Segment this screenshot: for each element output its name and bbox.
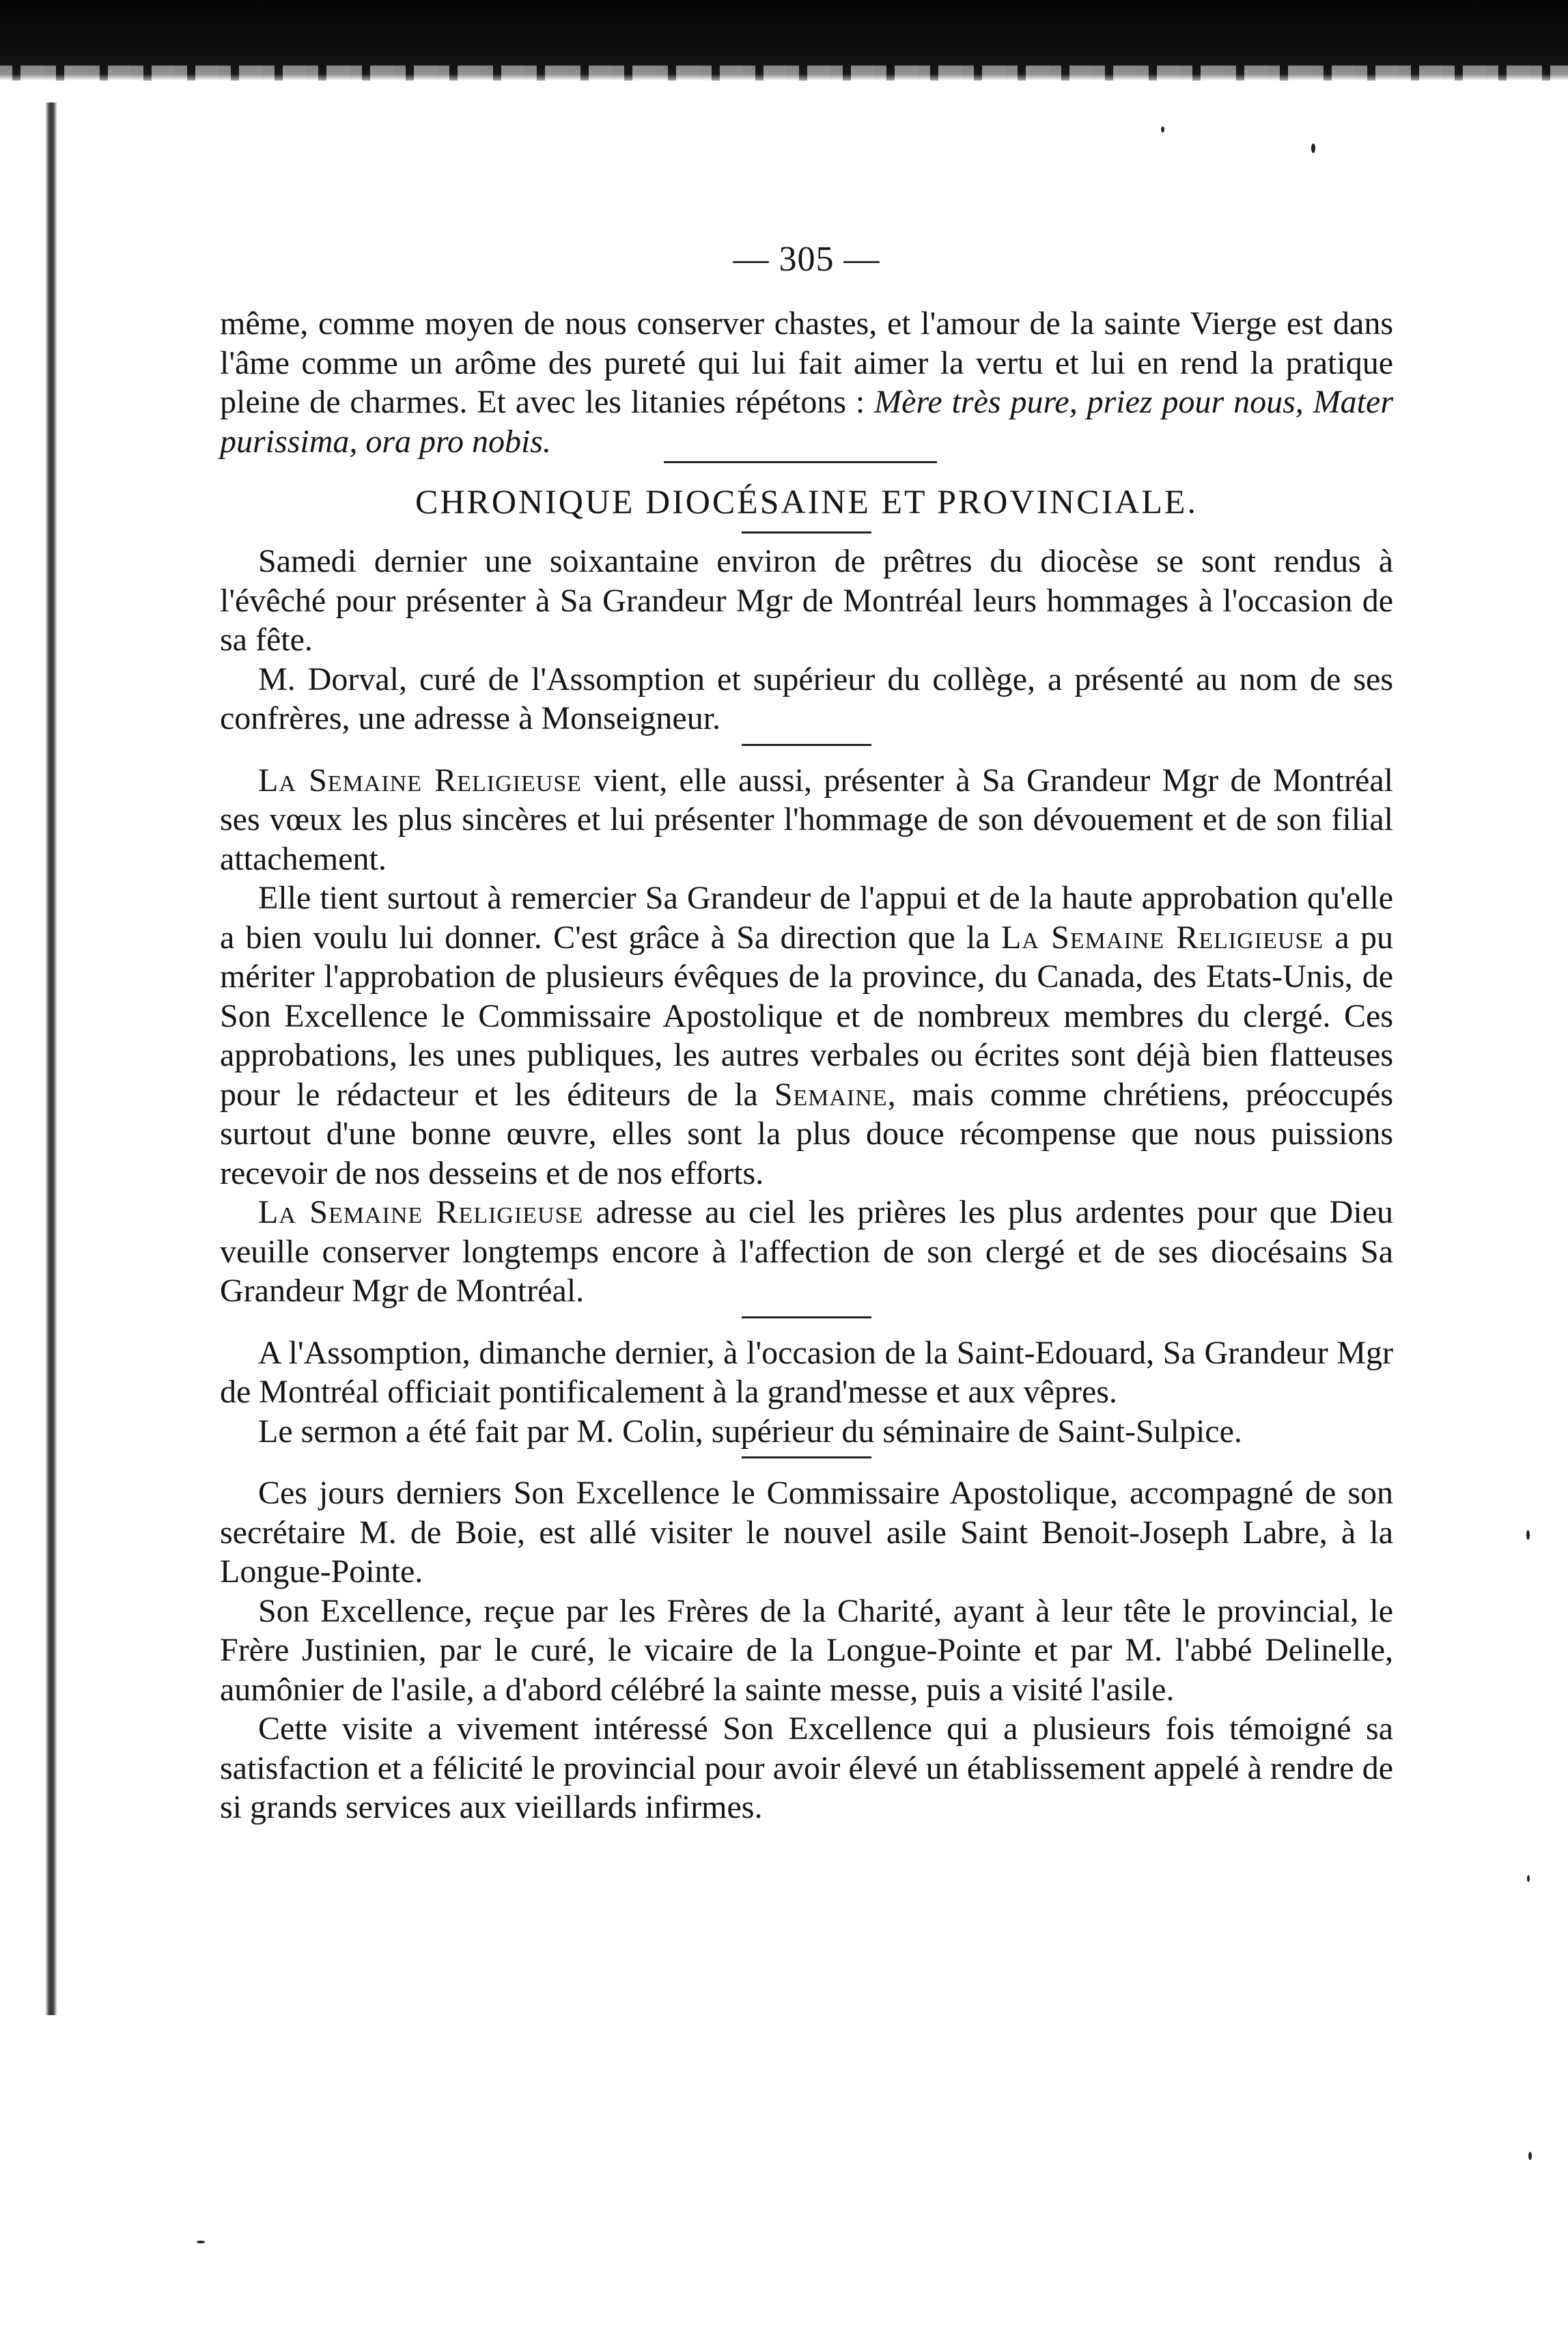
scan-speck [1526, 1530, 1530, 1540]
paragraph: Cette visite a vivement intéressé Son Excellence qui a plusieurs fois témoigné sa satisfaction et a félicité le provincial pour avoir élevé un établissement appelé à rendre de si grands services aux vieillards infirmes. [220, 1711, 1393, 1825]
paragraph: Samedi dernier une soixantaine environ de prêtres du diocèse se sont rendus à l'évêché pour présenter à Sa Grandeur Mgr de Montréal leurs hommages à l'occasion de sa fête. [220, 543, 1393, 658]
paragraph [220, 1193, 1393, 1311]
page-content [220, 205, 1393, 1827]
section-semaine-religieuse [220, 761, 1393, 1311]
paragraph-text: , mais comme chrétiens, préoccupés surtout d'une bonne œuvre, elles sont la plus douce récompense que nous puissions recevoir de nos desseins et de nos efforts. [220, 1076, 1394, 1191]
journal-name: La Semaine Religieuse [258, 762, 582, 799]
section-rule [664, 461, 937, 463]
paragraph-text: vient, elle aussi, présenter à Sa Grandeur Mgr de Montréal ses vœux les plus sincères et lui présenter l'hommage de son dévouement et de son filial attachement. [220, 762, 1393, 877]
paragraph [220, 761, 1393, 879]
paragraph-text: a pu mériter l'approbation de plusieurs évêques de la province, du Canada, des Etats-Unis, de Son Excellence le Commissaire Apostolique et de nombreux membres du clergé. Ces approbations, les unes publiques, les autres verbales ou écrites sont déjà bien flatteuses pour le rédacteur et les éditeurs de la [220, 919, 1393, 1113]
section-rule [742, 1316, 871, 1318]
section-rule [742, 1456, 871, 1458]
section-rule [742, 744, 871, 746]
paragraph: Le sermon a été fait par M. Colin, supérieur du séminaire de Saint-Sulpice. [258, 1413, 1242, 1450]
page-number: — 305 — [733, 240, 880, 279]
litany-invocation: Mère très pure, priez pour nous, Mater purissima, ora pro nobis. [220, 384, 1394, 460]
section-assomption [220, 1333, 1393, 1452]
journal-name-short: Semaine [774, 1076, 888, 1113]
scan-speck [1527, 1875, 1530, 1882]
scan-left-edge [45, 102, 57, 2015]
paragraph: M. Dorval, curé de l'Assomption et supérieur du collège, a présenté au nom de ses confrères, une adresse à Monseigneur. [220, 661, 1393, 736]
opening-text: même, comme moyen de nous conserver chastes, et l'amour de la sainte Vierge est dans l'âme comme un arôme des pureté qui lui fait aimer la vertu et lui en rend la pratique pleine de charmes. Et avec les litanies répétons : [220, 305, 1393, 420]
scan-speck [1528, 2152, 1532, 2160]
paragraph-text: Elle tient surtout à remercier Sa Grandeur de l'appui et de la haute approbation qu'elle a bien voulu lui donner. C'est grâce à Sa direction que la [220, 880, 1393, 956]
paragraph: Ces jours derniers Son Excellence le Commissaire Apostolique, accompagné de son secrétaire M. de Boie, est allé visiter le nouvel asile Saint Benoit-Joseph Labre, à la Longue-Pointe. [220, 1475, 1393, 1590]
paragraph [220, 878, 1393, 1193]
scan-speck [197, 2241, 205, 2243]
section-rule [742, 531, 871, 534]
scan-speck [1311, 143, 1315, 153]
section-feast-visit [220, 542, 1393, 738]
paragraph: A l'Assomption, dimanche dernier, à l'occasion de la Saint-Edouard, Sa Grandeur Mgr de Montréal officiait pontificalement à la grand'messe et aux vêpres. [220, 1334, 1393, 1410]
scan-speck [1161, 126, 1164, 133]
paragraph: Son Excellence, reçue par les Frères de la Charité, ayant à leur tête le provincial, le Frère Justinien, par le curé, le vicaire de la Longue-Pointe et par M. l'abbé Delinelle, aumônier de l'asile, a d'abord célébré la sainte messe, puis a visité l'asile. [220, 1592, 1393, 1708]
section-commissioner-visit [220, 1473, 1393, 1827]
opening-paragraph [220, 304, 1393, 461]
paragraph-text: adresse au ciel les prières les plus ardentes pour que Dieu veuille conserver longtemps encore à l'affection de son clergé et de ses diocésains Sa Grandeur Mgr de Montréal. [220, 1194, 1393, 1309]
chronicle-heading: CHRONIQUE DIOCÉSAINE ET PROVINCIALE. [415, 482, 1198, 521]
journal-name: La Semaine Religieuse [258, 1194, 584, 1230]
scan-top-border [0, 0, 1568, 81]
journal-name: La Semaine Religieuse [1000, 919, 1324, 956]
